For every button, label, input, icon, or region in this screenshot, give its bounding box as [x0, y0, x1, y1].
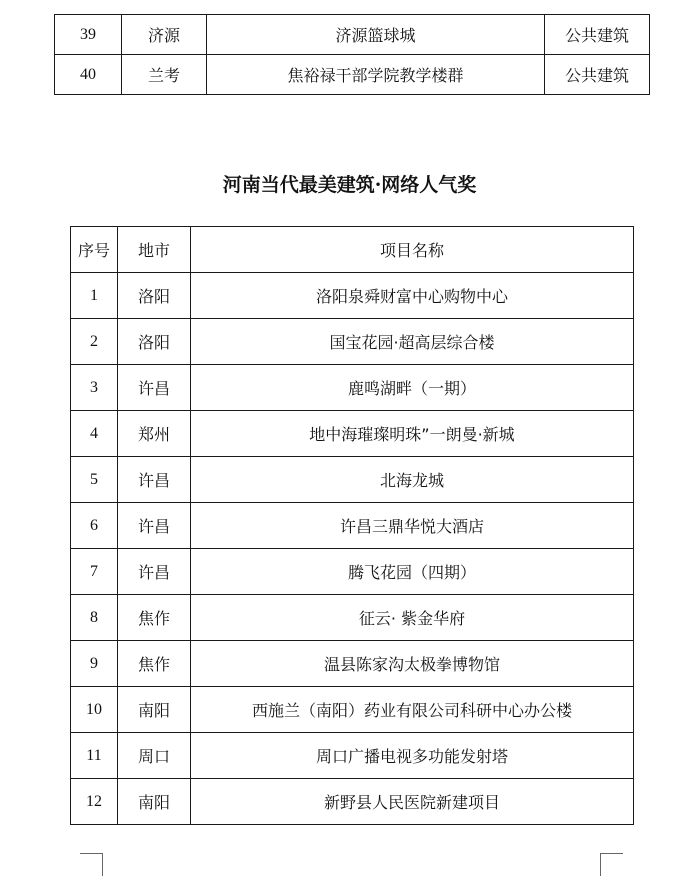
- header-city: 地市: [118, 227, 191, 273]
- row-city: 焦作: [118, 595, 191, 641]
- row-city: 南阳: [118, 779, 191, 825]
- row-project: 西施兰（南阳）药业有限公司科研中心办公楼: [191, 687, 634, 733]
- table-row: [71, 411, 634, 457]
- table-row: [55, 55, 650, 95]
- row-city: 洛阳: [118, 319, 191, 365]
- row-number: 10: [71, 687, 118, 733]
- row-city: 许昌: [118, 549, 191, 595]
- row-city: 焦作: [118, 641, 191, 687]
- row-project: 北海龙城: [191, 457, 634, 503]
- table-row: [71, 549, 634, 595]
- row-city: 济源: [122, 15, 207, 55]
- row-city: 许昌: [118, 365, 191, 411]
- table-row: [71, 273, 634, 319]
- table-row: [71, 733, 634, 779]
- table-row: [71, 365, 634, 411]
- header-row: [71, 227, 634, 273]
- row-number: 40: [55, 55, 122, 95]
- table-row: [71, 779, 634, 825]
- row-number: 2: [71, 319, 118, 365]
- row-number: 8: [71, 595, 118, 641]
- row-number: 9: [71, 641, 118, 687]
- row-city: 兰考: [122, 55, 207, 95]
- row-city: 许昌: [118, 457, 191, 503]
- row-category: 公共建筑: [545, 55, 650, 95]
- table-row: [71, 687, 634, 733]
- page-corner-mark-left: [80, 853, 103, 876]
- row-project: 鹿鸣湖畔（一期）: [191, 365, 634, 411]
- row-number: 6: [71, 503, 118, 549]
- row-number: 39: [55, 15, 122, 55]
- previous-table: [54, 14, 650, 95]
- table-row: [71, 503, 634, 549]
- table-row: [71, 641, 634, 687]
- row-project: 国宝花园·超高层综合楼: [191, 319, 634, 365]
- row-number: 11: [71, 733, 118, 779]
- row-project: 地中海璀璨明珠”一朗曼·新城: [191, 411, 634, 457]
- row-number: 12: [71, 779, 118, 825]
- row-category: 公共建筑: [545, 15, 650, 55]
- row-project: 济源篮球城: [207, 15, 545, 55]
- header-project: 项目名称: [191, 227, 634, 273]
- table-row: [71, 457, 634, 503]
- row-project: 周口广播电视多功能发射塔: [191, 733, 634, 779]
- row-city: 许昌: [118, 503, 191, 549]
- row-city: 郑州: [118, 411, 191, 457]
- row-number: 4: [71, 411, 118, 457]
- table-row: [55, 15, 650, 55]
- row-project: 征云· 紫金华府: [191, 595, 634, 641]
- row-project: 焦裕禄干部学院教学楼群: [207, 55, 545, 95]
- row-project: 许昌三鼎华悦大酒店: [191, 503, 634, 549]
- row-project: 新野县人民医院新建项目: [191, 779, 634, 825]
- row-project: 腾飞花园（四期）: [191, 549, 634, 595]
- row-number: 1: [71, 273, 118, 319]
- row-project: 温县陈家沟太极拳博物馆: [191, 641, 634, 687]
- award-table: [70, 226, 634, 825]
- row-city: 南阳: [118, 687, 191, 733]
- table-row: [71, 319, 634, 365]
- row-project: 洛阳泉舜财富中心购物中心: [191, 273, 634, 319]
- row-city: 周口: [118, 733, 191, 779]
- row-number: 3: [71, 365, 118, 411]
- row-number: 5: [71, 457, 118, 503]
- row-number: 7: [71, 549, 118, 595]
- header-number: 序号: [71, 227, 118, 273]
- award-title: 河南当代最美建筑·网络人气奖: [222, 174, 477, 196]
- table-row: [71, 595, 634, 641]
- page-corner-mark-right: [600, 853, 623, 876]
- row-city: 洛阳: [118, 273, 191, 319]
